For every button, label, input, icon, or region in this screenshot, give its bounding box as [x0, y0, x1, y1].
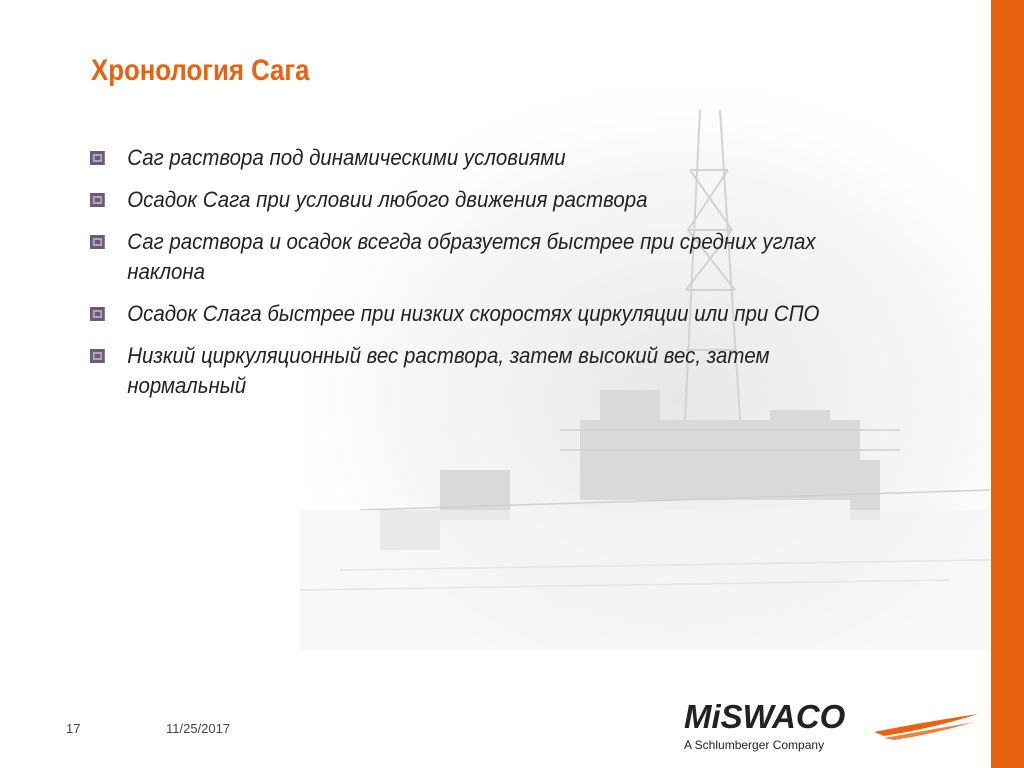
bullet-text: Саг раствора и осадок всегда образуется быстрее при средних углах наклона — [127, 229, 816, 284]
bullet-text: Низкий циркуляционный вес раствора, затем высокий вес, затем нормальный — [127, 343, 770, 398]
square-bullet-icon — [90, 151, 105, 165]
logo-wordmark: MiSWACO — [684, 698, 846, 735]
square-bullet-icon — [90, 307, 105, 321]
bullet-text: Осадок Сага при условии любого движения раствора — [127, 187, 648, 212]
side-accent-bar — [991, 0, 1024, 768]
bullet-item — [90, 143, 890, 173]
square-bullet-icon — [90, 235, 105, 249]
bullet-item — [90, 299, 890, 329]
bullet-list — [90, 143, 950, 413]
slide-date: 11/25/2017 — [166, 721, 231, 736]
bullet-text: Саг раствора под динамическими условиями — [127, 145, 566, 170]
bullet-item — [90, 227, 890, 287]
square-bullet-icon — [90, 349, 105, 363]
page-number: 17 — [66, 721, 81, 736]
bullet-item — [90, 185, 890, 215]
slide-title: Хронология Сага — [91, 54, 310, 87]
bullet-item — [90, 341, 890, 401]
bullet-text: Осадок Слага быстрее при низких скоростях циркуляции или при СПО — [127, 301, 820, 326]
company-logo — [684, 700, 980, 754]
square-bullet-icon — [90, 193, 105, 207]
logo-tagline: A Schlumberger Company — [684, 738, 825, 752]
